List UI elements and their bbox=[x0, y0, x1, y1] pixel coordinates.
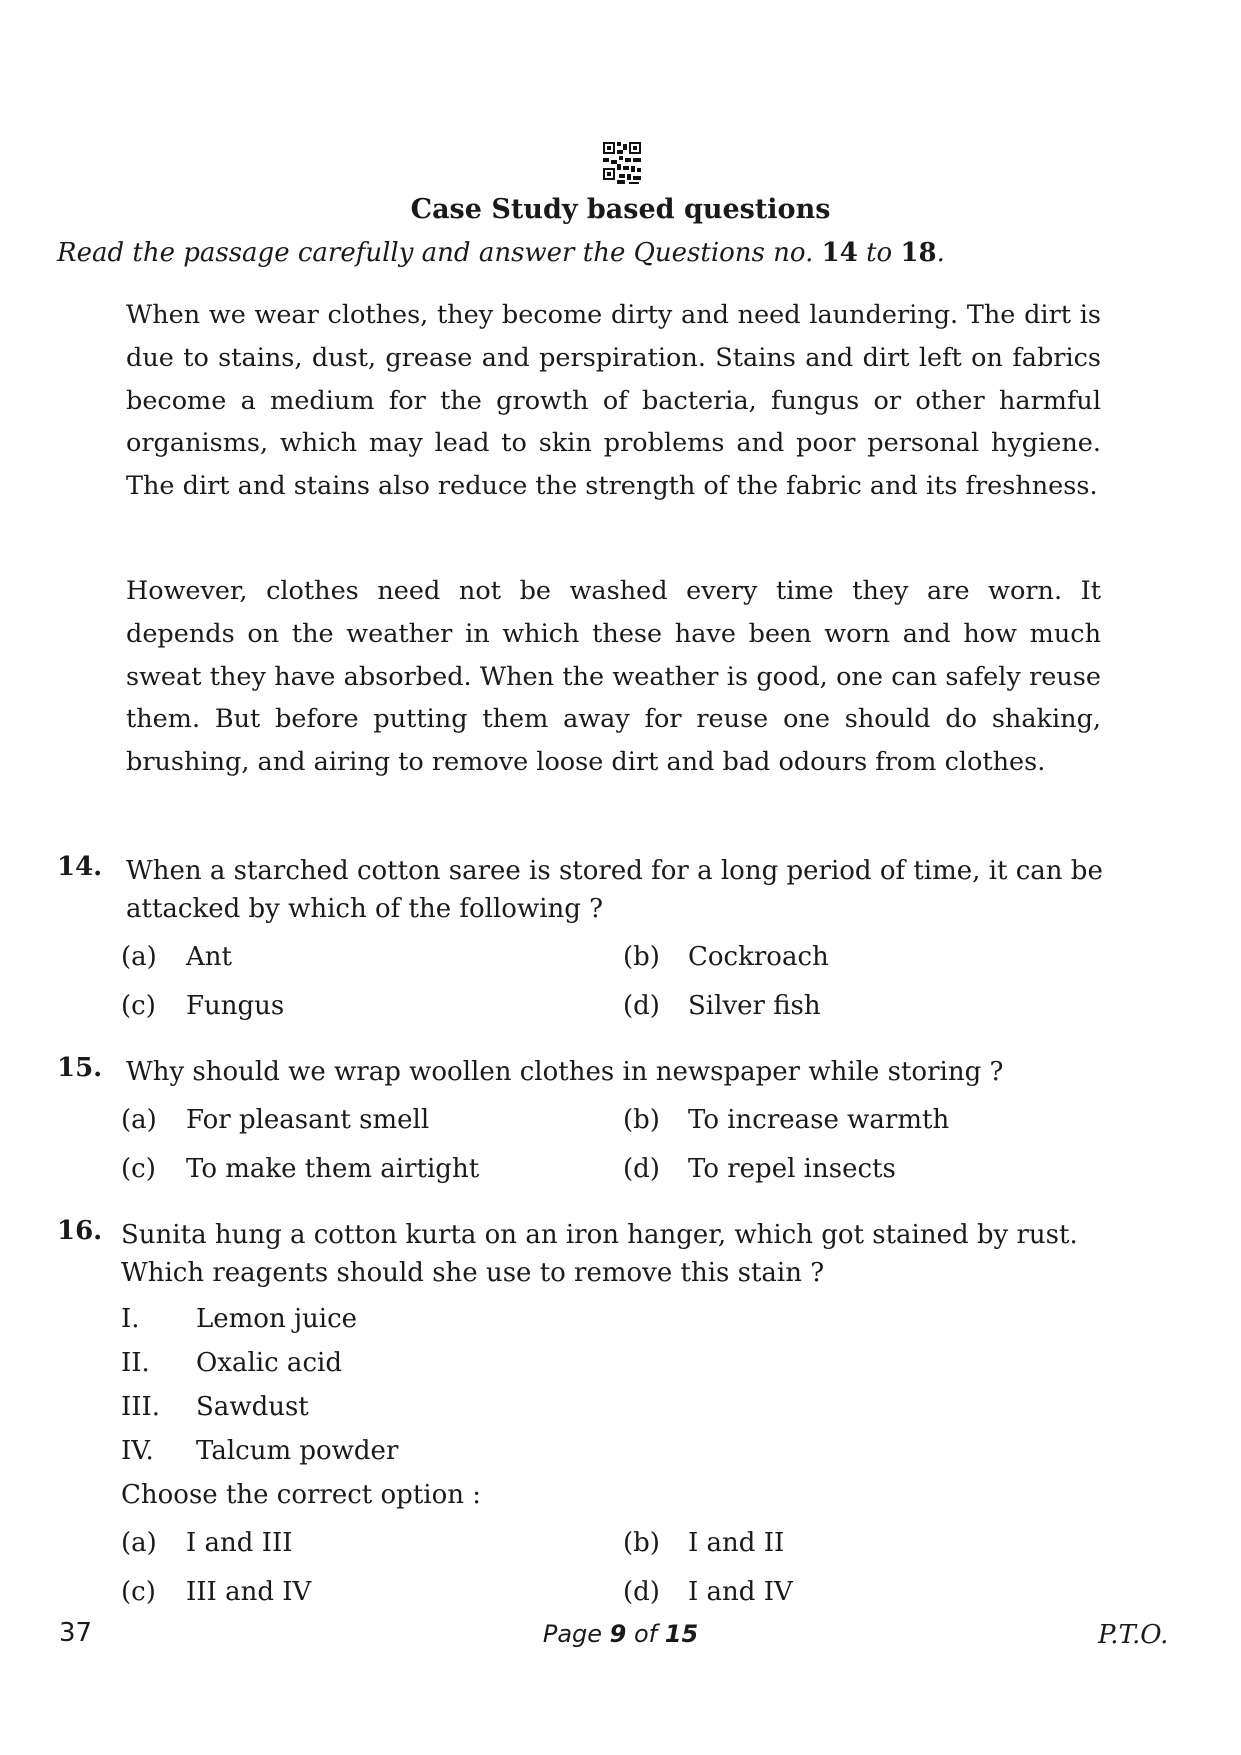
question-16-item-1: I. Lemon juice bbox=[121, 1304, 358, 1334]
question-15-option-d: (d) To repel insects bbox=[623, 1154, 896, 1184]
pto-label: P.T.O. bbox=[1098, 1620, 1169, 1650]
question-16-number: 16. bbox=[57, 1216, 103, 1246]
instruction: Read the passage carefully and answer the Questions no. 14 to 18. bbox=[57, 238, 945, 268]
question-16-option-b: (b) I and II bbox=[623, 1528, 785, 1558]
question-range-start: 14 bbox=[821, 238, 858, 268]
question-15-option-b: (b) To increase warmth bbox=[623, 1105, 950, 1135]
question-16-option-d: (d) I and IV bbox=[623, 1577, 793, 1607]
question-15-option-a: (a) For pleasant smell bbox=[121, 1105, 430, 1135]
question-14-option-c: (c) Fungus bbox=[121, 991, 285, 1021]
question-16-item-2: II. Oxalic acid bbox=[121, 1348, 342, 1378]
question-15-number: 15. bbox=[57, 1053, 103, 1083]
question-14-option-d: (d) Silver fish bbox=[623, 991, 821, 1021]
question-16-item-3: III. Sawdust bbox=[121, 1392, 309, 1422]
paper-code: 37 bbox=[59, 1618, 93, 1648]
question-15-option-c: (c) To make them airtight bbox=[121, 1154, 480, 1184]
question-16-option-a: (a) I and III bbox=[121, 1528, 293, 1558]
question-14-text: When a starched cotton saree is stored for a long period of time, it can be attacked by which of the following ? bbox=[126, 856, 1103, 924]
question-range-end: 18 bbox=[900, 238, 937, 268]
question-16-text: Sunita hung a cotton kurta on an iron hanger, which got stained by rust. Which reagents should she use to remove this stain ? bbox=[121, 1220, 1078, 1288]
question-14-option-a: (a) Ant bbox=[121, 942, 232, 972]
passage-paragraph-2: However, clothes need not be washed every time they are worn. It depends on the weather in which these have been worn and how much sweat they have absorbed. When the weather is good, one can safely reuse them. But before putting them away for reuse one should do shaking, brushing, and airing to remove loose dirt and bad odours from clothes. bbox=[126, 576, 1101, 778]
question-15-text: Why should we wrap woollen clothes in newspaper while storing ? bbox=[126, 1057, 1004, 1087]
question-16-item-4: IV. Talcum powder bbox=[121, 1436, 399, 1466]
question-14-number: 14. bbox=[57, 852, 103, 882]
question-16-option-c: (c) III and IV bbox=[121, 1577, 312, 1607]
section-heading: Case Study based questions bbox=[410, 194, 831, 225]
qr-code-icon bbox=[603, 142, 641, 184]
passage-paragraph-1: When we wear clothes, they become dirty and need laundering. The dirt is due to stains, dust, grease and perspiration. Stains and dirt left on fabrics become a medium for the growth of bacteria, fungus or other harmful organisms, which may lead to skin problems and poor personal hygiene. The dirt and stains also reduce the strength of the fabric and its freshness. bbox=[126, 300, 1101, 502]
question-16-prompt: Choose the correct option : bbox=[121, 1480, 482, 1510]
question-14-option-b: (b) Cockroach bbox=[623, 942, 829, 972]
page-number: Page 9 of 15 bbox=[542, 1620, 699, 1648]
